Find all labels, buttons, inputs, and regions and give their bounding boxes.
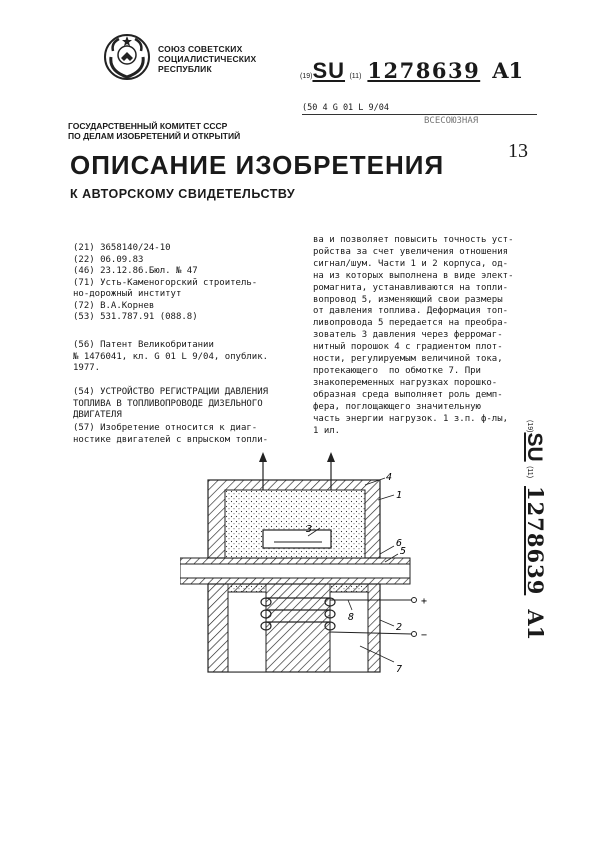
abstract-line: вопровод 5, изменяющий свои размеры	[313, 294, 503, 305]
stamp-number: 13	[508, 140, 528, 162]
abstract-line: ности, регулируемым величиной тока,	[313, 354, 503, 365]
committee-line: ПО ДЕЛАМ ИЗОБРЕТЕНИЙ И ОТКРЫТИЙ	[68, 131, 241, 141]
invention-title-line: (54) УСТРОЙСТВО РЕГИСТРАЦИИ ДАВЛЕНИЯ	[73, 387, 269, 397]
prior-art	[73, 340, 268, 375]
abstract-line: ливопровода 5 передается на преобра-	[313, 318, 509, 329]
abstract-line: от давления топлива. Деформация топ-	[313, 306, 509, 317]
kind-code: A1	[523, 609, 548, 641]
abstract-line: ностике двигателей с впрыском топли-	[73, 434, 269, 445]
biblio-line: (22) 06.09.83	[73, 254, 144, 265]
committee-line: ГОСУДАРСТВЕННЫЙ КОМИТЕТ СССР	[68, 121, 228, 131]
biblio-line: (53) 531.787.91 (088.8)	[73, 312, 198, 322]
abstract-line: ва и позволяет повысить точность уст-	[313, 235, 514, 245]
prior-art-line: (56) Патент Великобритании	[73, 340, 214, 350]
library-stamp: ВСЕСОЮЗНАЯ	[424, 116, 479, 126]
abstract-line: образная среда выполняет роль демп-	[313, 389, 503, 400]
prior-art-line: 1977.	[73, 363, 101, 373]
biblio-line: (71) Усть-Каменогорский строитель-	[73, 277, 258, 288]
patent-number: 1278639	[523, 486, 548, 596]
inid-11: (11)	[349, 73, 362, 80]
biblio-line: но-дорожный институт	[73, 289, 182, 299]
invention-title-line: ДВИГАТЕЛЯ	[73, 410, 122, 420]
patent-number-header	[300, 58, 523, 84]
biblio-line: (21) 3658140/24-10	[73, 243, 171, 253]
abstract-line: протекающего по обмотке 7. При	[313, 365, 481, 376]
abstract-line: (57) Изобретение относится к диаг-	[73, 423, 258, 433]
label-4: 4	[386, 472, 393, 483]
abstract-line: зователь 3 давления через ферромаг-	[313, 330, 503, 341]
lower-housing-electromagnet	[208, 584, 417, 672]
kind-code: A1	[492, 58, 524, 83]
abstract-line: сигнал/шум. Части 1 и 2 корпуса, од-	[313, 258, 509, 269]
device-drawing	[180, 450, 440, 675]
label-5: 5	[400, 546, 407, 557]
label-2: 2	[396, 622, 403, 633]
label-7: 7	[396, 664, 403, 675]
union-line: СОЦИАЛИСТИЧЕСКИХ	[158, 54, 257, 64]
document-title: ОПИСАНИЕ ИЗОБРЕТЕНИЯ	[70, 150, 445, 180]
union-line: СОЮЗ СОВЕТСКИХ	[158, 44, 243, 54]
country-code: SU	[312, 58, 346, 83]
abstract-line: 1 ил.	[313, 425, 341, 436]
biblio-line: (72) В.А.Корнев	[73, 300, 155, 311]
label-plus: +	[421, 596, 428, 607]
inid-19: (19)	[300, 73, 313, 80]
prior-art-line: № 1476041, кл. G 01 L 9/04, опублик.	[73, 351, 269, 362]
vertical-patent-number	[522, 420, 548, 641]
inid-19: (19)	[526, 420, 533, 433]
country-code: SU	[523, 432, 546, 462]
union-line: РЕСПУБЛИК	[158, 64, 212, 74]
label-1: 1	[396, 490, 403, 501]
abstract-line: нитный порошок 4 с градиентом плот-	[313, 342, 503, 353]
abstract-line: ромагнита, устанавливаются на топли-	[313, 282, 509, 293]
label-6: 6	[396, 538, 403, 549]
document-subtitle: К АВТОРСКОМУ СВИДЕТЕЛЬСТВУ	[70, 187, 296, 201]
bibliographic-data	[73, 243, 257, 324]
committee-title	[68, 121, 240, 141]
abstract-line: на из которых выполнена в виде элект-	[313, 270, 514, 281]
upper-housing	[208, 480, 380, 558]
biblio-line: (46) 23.12.86.Бюл. № 47	[73, 266, 198, 276]
label-minus: −	[421, 630, 428, 641]
abstract-line: ройства за счет увеличения отношения	[313, 246, 509, 257]
abstract-line: знакопеременных нагрузках порошко-	[313, 377, 498, 388]
fuel-line	[180, 558, 410, 584]
ipc-classification: (50 4 G 01 L 9/04	[302, 103, 537, 115]
union-title	[158, 44, 256, 74]
patent-number: 1278639	[367, 58, 481, 83]
label-8: 8	[348, 612, 355, 623]
label-3: 3	[306, 524, 313, 535]
invention-title	[73, 387, 268, 422]
abstract-continuation	[313, 235, 513, 437]
abstract-line: часть энергии нагрузок. 1 з.п. ф-лы,	[313, 413, 509, 424]
abstract-line: фера, поглощающего значительную	[313, 401, 481, 412]
invention-title-line: ТОПЛИВА В ТОПЛИВОПРОВОДЕ ДИЗЕЛЬНОГО	[73, 398, 263, 409]
inid-11: (11)	[526, 466, 533, 479]
ussr-emblem-icon	[103, 33, 151, 81]
abstract-start	[73, 423, 268, 446]
